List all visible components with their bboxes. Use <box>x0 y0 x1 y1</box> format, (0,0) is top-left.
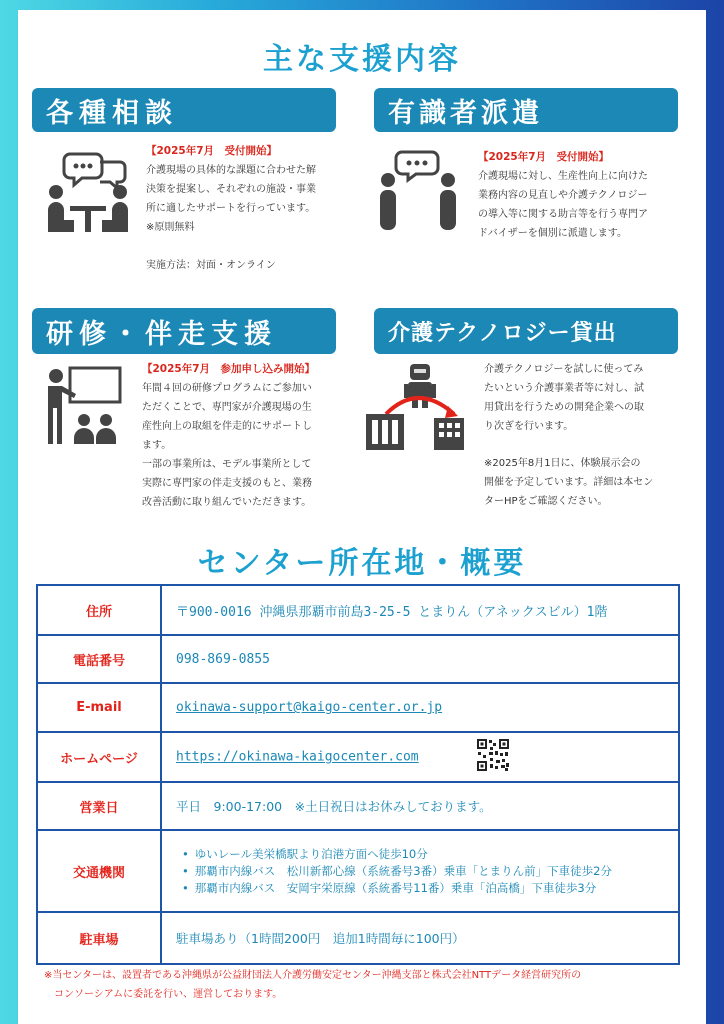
tech-loan-text <box>484 360 680 511</box>
footnote <box>44 966 581 1004</box>
consultation-method: 実施方法：対面・オンライン <box>146 260 276 271</box>
consultation-tag: 【2025年7月 受付開始】 <box>146 145 278 157</box>
address-label: 住所 <box>37 585 161 635</box>
training-line: ただくことで、専門家が介護現場の生 <box>142 402 312 413</box>
address-value: 〒900-0016 沖縄県那覇市前島3-25-5 とまりん（アネックスビル）1階 <box>161 585 679 635</box>
tech-loan-line: 用貸出を行うための開発企業への取 <box>484 402 644 413</box>
homepage-link[interactable]: https://okinawa-kaigocenter.com <box>176 749 419 765</box>
table-row <box>37 585 679 635</box>
tech-loan-note: ※2025年8月1日に、体験展示会の <box>484 458 641 469</box>
dialogue-icon <box>376 150 460 234</box>
transport-label: 交通機関 <box>37 830 161 912</box>
tech-loan-note: 開催を予定しています。詳細は本セン <box>484 477 654 488</box>
phone-label: 電話番号 <box>37 635 161 683</box>
training-line: ます。 <box>142 440 172 451</box>
training-line: 一部の事業所は、モデル事業所として <box>142 459 312 470</box>
robot-transfer-icon <box>364 362 472 454</box>
training-line: 年間４回の研修プログラムにご参加い <box>142 383 312 394</box>
tech-loan-line: 介護テクノロジーを試しに使ってみ <box>484 364 644 375</box>
presentation-icon <box>44 364 124 448</box>
meeting-icon <box>42 148 134 236</box>
consultation-note: ※原則無料 <box>146 222 195 233</box>
training-line: 実際に専門家の伴走支援のもと、業務 <box>142 478 312 489</box>
expert-line: 業務内容の見直しや介護テクノロジー <box>478 190 648 201</box>
training-line: 産性向上の取組を伴走的にサポートし <box>142 421 312 432</box>
homepage-label: ホームページ <box>37 732 161 782</box>
footnote-line: ※当センターは、設置者である沖縄県が公益財団法人介護労働安定センター沖縄支部と株式会社NTTデータ経営研究所の <box>44 970 582 981</box>
qr-code-icon <box>476 738 510 776</box>
section-title-training: 研修・伴走支援 <box>32 308 336 354</box>
expert-text <box>478 148 678 243</box>
training-text <box>142 360 342 512</box>
tech-loan-note: ターHPをご確認ください。 <box>484 496 608 507</box>
section-title-tech-loan: 介護テクノロジー貸出 <box>374 308 678 354</box>
parking-value: 駐車場あり（1時間200円 追加1時間毎に100円） <box>161 912 679 964</box>
training-line: 改善活動に取り組んでいただきます。 <box>142 497 312 508</box>
section-title-expert: 有識者派遣 <box>374 88 678 132</box>
list-item: • 那覇市内線バス 安岡宇栄原線（系統番号11番）乗車「泊高橋」下車徒歩3分 <box>194 880 677 897</box>
expert-tag: 【2025年7月 受付開始】 <box>478 151 610 163</box>
table-row <box>37 830 679 912</box>
center-title: センター所在地・概要 <box>197 546 527 581</box>
parking-label: 駐車場 <box>37 912 161 964</box>
list-item: • ゆいレール美栄橋駅より泊港方面へ徒歩10分 <box>194 846 677 863</box>
email-link[interactable]: okinawa-support@kaigo-center.or.jp <box>176 700 443 715</box>
list-item: • 那覇市内線バス 松川新都心線（系統番号3番）乗車「とまりん前」下車徒歩2分 <box>194 863 677 880</box>
consultation-line: 所に適したサポートを行っています。 <box>146 203 316 214</box>
expert-line: の導入等に関する助言等を行う専門ア <box>478 209 648 220</box>
expert-line: ドバイザーを個別に派遣します。 <box>478 228 627 239</box>
tech-loan-line: たいという介護事業者等に対し、試 <box>484 383 644 394</box>
consultation-text <box>146 142 336 275</box>
consultation-line: 介護現場の具体的な課題に合わせた解 <box>146 165 316 176</box>
phone-value: 098-869-0855 <box>161 635 679 683</box>
tech-loan-line: り次ぎを行います。 <box>484 421 574 432</box>
table-row <box>37 683 679 732</box>
hours-label: 営業日 <box>37 782 161 830</box>
hours-value: 平日 9:00-17:00 ※土日祝日はお休みしております。 <box>161 782 679 830</box>
consultation-line: 決策を提案し、それぞれの施設・事業 <box>146 184 316 195</box>
expert-line: 介護現場に対し、生産性向上に向けた <box>478 171 648 182</box>
email-label: E-mail <box>37 683 161 732</box>
section-title-consultation: 各種相談 <box>32 88 336 132</box>
main-title: 主な支援内容 <box>263 42 461 77</box>
training-tag: 【2025年7月 参加申し込み開始】 <box>142 363 316 375</box>
table-row <box>37 782 679 830</box>
center-info-table <box>36 584 680 965</box>
footnote-line: コンソーシアムに委託を行い、運営しております。 <box>44 989 283 1000</box>
transport-list <box>176 846 677 897</box>
table-row <box>37 912 679 964</box>
table-row <box>37 635 679 683</box>
table-row <box>37 732 679 782</box>
